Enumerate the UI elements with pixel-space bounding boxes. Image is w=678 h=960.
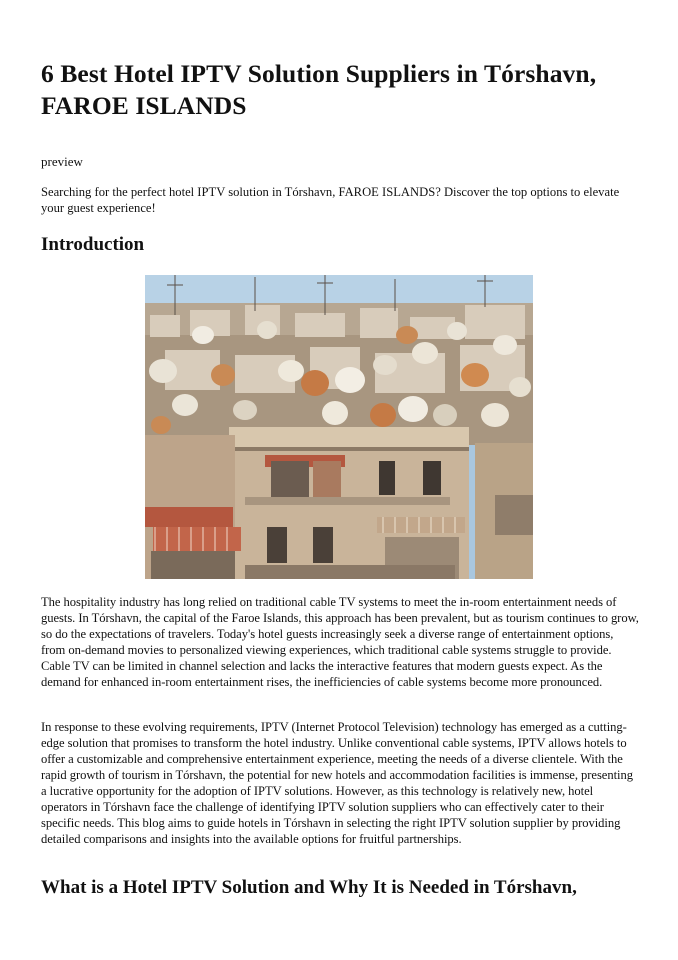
introduction-paragraph-2: In response to these evolving requirements, IPTV (Internet Protocol Television) technology has emerged as a cutting-edge solution that promises to transform the hotel industry. Unlike conventional cable systems, IPTV allows hotels to offer a customizable and comprehensive entertainment experience, meeting the needs of a diverse clientele. With the rapid growth of tourism in Tórshavn, the potential for new hotels and accommodation facilities is immense, presenting a lucrative opportunity for the adoption of IPTV solutions. However, as this technology is relatively new, hotel operators in Tórshavn face the challenge of identifying IPTV solution suppliers who can effectively cater to their specific needs. This blog aims to guide hotels in Tórshavn in selecting the right IPTV solution supplier by providing detailed comparisons and insights into the available options for fruitful partnerships. [41, 720, 633, 846]
rooftop-satellite-dishes-photo [145, 275, 533, 579]
introduction-heading: Introduction [41, 234, 145, 255]
introduction-paragraph-1: The hospitality industry has long relied on traditional cable TV systems to meet the in-room entertainment needs of guests. In Tórshavn, the capital of the Faroe Islands, this approach has been prevalent, but as tourism continues to grow, so do the expectations of travelers. Today's hotel guests increasingly seek a diverse range of entertainment options, from on-demand movies to personalized viewing experiences, which traditional cable systems struggle to provide. Cable TV can be limited in channel selection and lacks the interactive features that modern guests expect. As the demand for enhanced in-room entertainment rises, the inefficiencies of cable systems become more pronounced. [41, 595, 639, 689]
preview-label: preview [41, 154, 83, 169]
lead-paragraph: Searching for the perfect hotel IPTV solution in Tórshavn, FAROE ISLANDS? Discover the top options to elevate your guest experience! [41, 185, 620, 215]
what-is-iptv-heading: What is a Hotel IPTV Solution and Why It is Needed in Tórshavn, [41, 877, 577, 898]
page-title: 6 Best Hotel IPTV Solution Suppliers in Tórshavn, FAROE ISLANDS [41, 59, 597, 120]
